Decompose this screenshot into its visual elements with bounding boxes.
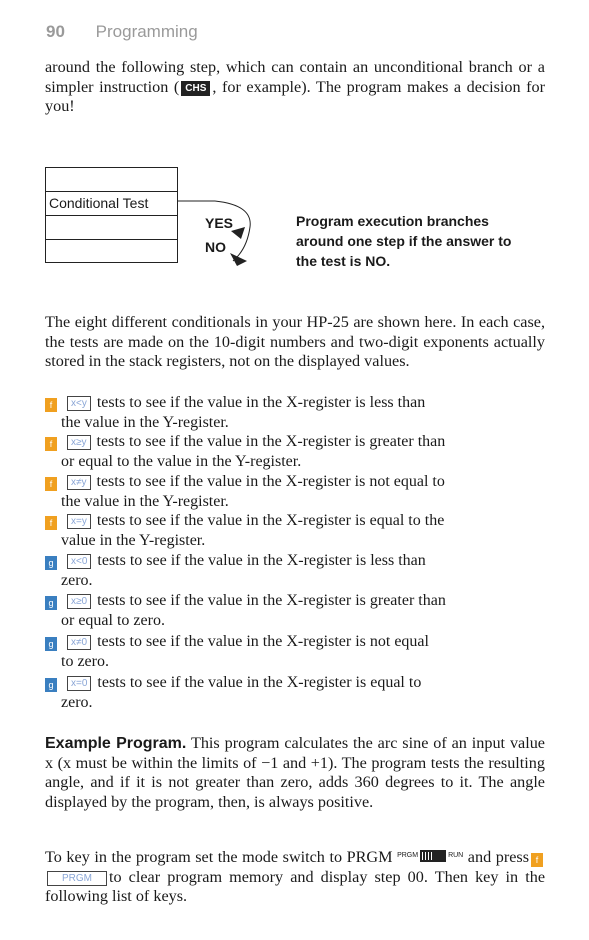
f-prefix-key: f	[531, 853, 543, 867]
x-less-0-key: x<0	[67, 554, 91, 569]
branch-note: Program execution branches around one step if the answer to the test is NO.	[296, 213, 512, 269]
conditional-diagram	[45, 167, 545, 267]
g-prefix-key: g	[45, 596, 57, 610]
x-neq-y-key: x≠y	[67, 475, 91, 490]
conditional-item	[45, 511, 545, 550]
cond-text: tests to see if the value in the X-register is less than	[96, 394, 426, 411]
cond-text: tests to see if the value in the X-register is equal to	[97, 674, 422, 691]
conditional-item	[45, 632, 545, 671]
cond-text: tests to see if the value in the X-register is not equal to	[96, 473, 445, 490]
cond-text-cont: to zero.	[61, 652, 109, 670]
cond-text: tests to see if the value in the X-register is less than	[97, 552, 426, 569]
example-text: This program calculates the arc sine of an input value x (x must be within the limits of −1 and +1). The program tests the resulting angle, and if it is not greater than zero, adds 360 degrees to it. The angle displayed by the program, then, is always positive.	[45, 734, 545, 811]
conditional-item	[45, 673, 545, 712]
conditional-item	[45, 591, 545, 630]
intro-text-after: , for example). The program makes a decision for you!	[45, 77, 546, 115]
yes-label: YES	[205, 215, 234, 231]
cond-text-cont: zero.	[61, 571, 93, 589]
f-prefix-key: f	[45, 477, 57, 491]
cond-text-cont: the value in the Y-register.	[61, 413, 229, 431]
page-number: 90	[46, 22, 65, 41]
page-header	[46, 22, 198, 42]
x-neq-0-key: x≠0	[67, 635, 91, 650]
prgm-key: PRGM	[47, 871, 107, 886]
cond-text-cont: zero.	[61, 693, 93, 711]
cond-text-cont: or equal to zero.	[61, 611, 165, 629]
cond-text: tests to see if the value in the X-register is greater than	[96, 433, 446, 450]
conditional-item	[45, 551, 545, 590]
no-label: NO	[205, 239, 226, 255]
mode-switch-icon	[420, 850, 446, 862]
keyin-text-1: To key in the program set the mode switch to PRGM	[45, 848, 393, 866]
intro-paragraph	[45, 58, 545, 117]
g-prefix-key: g	[45, 637, 57, 651]
cond-text: tests to see if the value in the X-register is not equal	[97, 633, 429, 650]
keyin-text-3: to clear program memory and display step 00. Then key in the following list of keys.	[45, 867, 545, 905]
g-prefix-key: g	[45, 556, 57, 570]
conditionals-intro: The eight different conditionals in your HP-25 are shown here. In each case, the tests are made on the 10-digit numbers and two-digit exponents actually stored in the stack registers, not on the displayed values.	[45, 313, 545, 370]
keyin-text-2: and press	[467, 848, 529, 866]
program-step-box	[45, 167, 178, 263]
conditional-item	[45, 393, 545, 432]
x-less-y-key: x<y	[67, 396, 91, 411]
intro-text-before: around the following step, which can contain an unconditional branch or a simpler instruction (	[45, 58, 545, 96]
section-title: Programming	[95, 22, 198, 41]
g-prefix-key: g	[45, 678, 57, 692]
x-eq-y-key: x=y	[67, 514, 91, 529]
x-geq-0-key: x≥0	[67, 594, 91, 609]
cond-text-cont: value in the Y-register.	[61, 531, 206, 549]
chs-key: CHS	[181, 81, 210, 96]
switch-run-label: RUN	[448, 852, 464, 859]
x-eq-0-key: x=0	[67, 676, 91, 691]
conditional-item	[45, 432, 545, 471]
x-geq-y-key: x≥y	[67, 435, 91, 450]
conditional-item	[45, 472, 545, 511]
example-heading: Example Program.	[45, 735, 187, 752]
cond-text: tests to see if the value in the X-register is greater than	[97, 592, 446, 609]
f-prefix-key: f	[45, 516, 57, 530]
f-prefix-key: f	[45, 398, 57, 412]
keyin-paragraph	[45, 846, 545, 907]
f-prefix-key: f	[45, 437, 57, 451]
cond-text: tests to see if the value in the X-register is equal to the	[96, 512, 445, 529]
conditional-test-label: Conditional Test	[49, 195, 149, 211]
switch-prgm-label: PRGM	[397, 852, 419, 859]
cond-text-cont: the value in the Y-register.	[61, 492, 229, 510]
cond-text-cont: or equal to the value in the Y-register.	[61, 452, 302, 470]
example-paragraph	[45, 734, 545, 812]
branch-arrows	[175, 187, 295, 267]
